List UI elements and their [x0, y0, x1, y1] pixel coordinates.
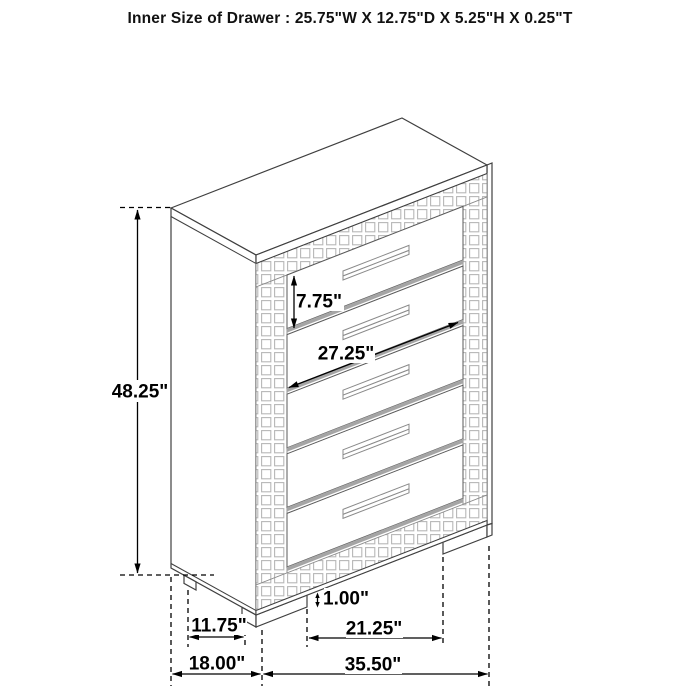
label-overall-width: 35.50"	[344, 654, 402, 676]
label-overall-depth: 18.00"	[188, 653, 246, 675]
label-overall-height: 48.25"	[111, 381, 169, 403]
label-drawer-front-height: 7.75"	[296, 291, 342, 313]
left-stile-texture	[256, 275, 287, 585]
front-right-foot-edge	[487, 524, 492, 538]
page-title: Inner Size of Drawer : 25.75"W X 12.75"D X 5.25"H X 0.25"T	[127, 10, 573, 27]
label-side-feet-spacing: 11.75"	[191, 615, 247, 637]
chest-left-panel	[171, 208, 256, 615]
chest-figure	[171, 118, 492, 627]
label-drawer-front-width: 27.25"	[317, 343, 375, 365]
label-foot-height: 1.00"	[323, 588, 369, 610]
right-stile-texture	[463, 197, 487, 505]
dim-line-foot-height	[315, 593, 319, 608]
label-front-feet-spacing: 21.25"	[345, 618, 403, 640]
chest-right-edge	[487, 163, 492, 525]
